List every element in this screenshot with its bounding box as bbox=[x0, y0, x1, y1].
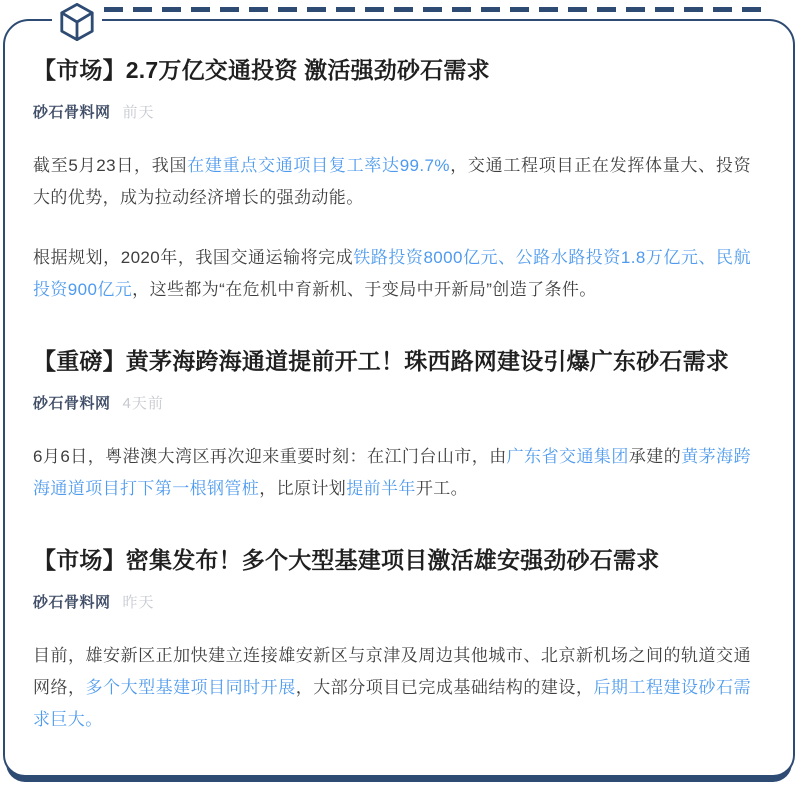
text-segment: 承建的 bbox=[628, 446, 682, 466]
article-source[interactable]: 砂石骨料网 bbox=[33, 104, 111, 122]
inline-link[interactable]: 在建重点交通项目复工率达99.7% bbox=[187, 156, 450, 176]
article bbox=[33, 545, 751, 736]
inline-link[interactable]: 后期工程建设砂石需求巨大。 bbox=[33, 677, 751, 729]
text-segment: ，比原计划 bbox=[259, 478, 347, 498]
article-time: 前天 bbox=[122, 104, 155, 122]
article-list bbox=[33, 55, 751, 736]
article bbox=[33, 346, 751, 505]
cube-logo-icon bbox=[52, 0, 102, 44]
dashed-divider bbox=[104, 7, 770, 12]
inline-link[interactable]: 提前半年 bbox=[346, 478, 416, 498]
article-paragraph bbox=[33, 640, 751, 736]
article-meta bbox=[33, 392, 751, 413]
text-segment: ，这些都为“在危机中育新机、于变局中开新局”创造了条件。 bbox=[132, 279, 597, 299]
text-segment: 6月6日，粤港澳大湾区再次迎来重要时刻：在江门台山市，由 bbox=[33, 446, 507, 466]
text-segment: ，大部分项目已完成基础结构的建设， bbox=[295, 677, 594, 697]
text-segment: 目前，雄安新区正加快建立连接雄安新区与京津及周边其他城市、北京新机场之间的轨道交通网络， bbox=[33, 645, 751, 697]
article-meta bbox=[33, 101, 751, 122]
article-paragraph bbox=[33, 441, 751, 505]
inline-link[interactable]: 多个大型基建项目同时开展 bbox=[85, 677, 296, 697]
article-paragraph bbox=[33, 150, 751, 214]
article-source[interactable]: 砂石骨料网 bbox=[33, 593, 111, 611]
article bbox=[33, 55, 751, 306]
text-segment: 根据规划，2020年，我国交通运输将完成 bbox=[33, 247, 354, 267]
text-segment: 开工。 bbox=[415, 478, 469, 498]
article-title[interactable]: 【市场】密集发布！多个大型基建项目激活雄安强劲砂石需求 bbox=[33, 546, 660, 573]
text-segment: 截至5月23日，我国 bbox=[33, 156, 188, 176]
article-paragraph bbox=[33, 242, 751, 306]
inline-link[interactable]: 广东省交通集团 bbox=[506, 446, 629, 466]
article-time: 4天前 bbox=[122, 394, 164, 412]
article-meta bbox=[33, 591, 751, 612]
news-card bbox=[3, 19, 795, 777]
article-source[interactable]: 砂石骨料网 bbox=[33, 394, 111, 412]
inline-link[interactable]: 黄茅海跨海通道项目打下第一根钢管桩 bbox=[33, 446, 751, 498]
article-title[interactable]: 【重磅】黄茅海跨海通道提前开工！珠西路网建设引爆广东砂石需求 bbox=[33, 347, 729, 374]
text-segment: ，交通工程项目正在发挥体量大、投资大的优势，成为拉动经济增长的强劲动能。 bbox=[33, 156, 751, 207]
article-title[interactable]: 【市场】2.7万亿交通投资 激活强劲砂石需求 bbox=[33, 57, 490, 83]
inline-link[interactable]: 铁路投资8000亿元、公路水路投资1.8万亿元、民航投资900亿元 bbox=[33, 247, 751, 299]
article-time: 昨天 bbox=[122, 593, 155, 611]
